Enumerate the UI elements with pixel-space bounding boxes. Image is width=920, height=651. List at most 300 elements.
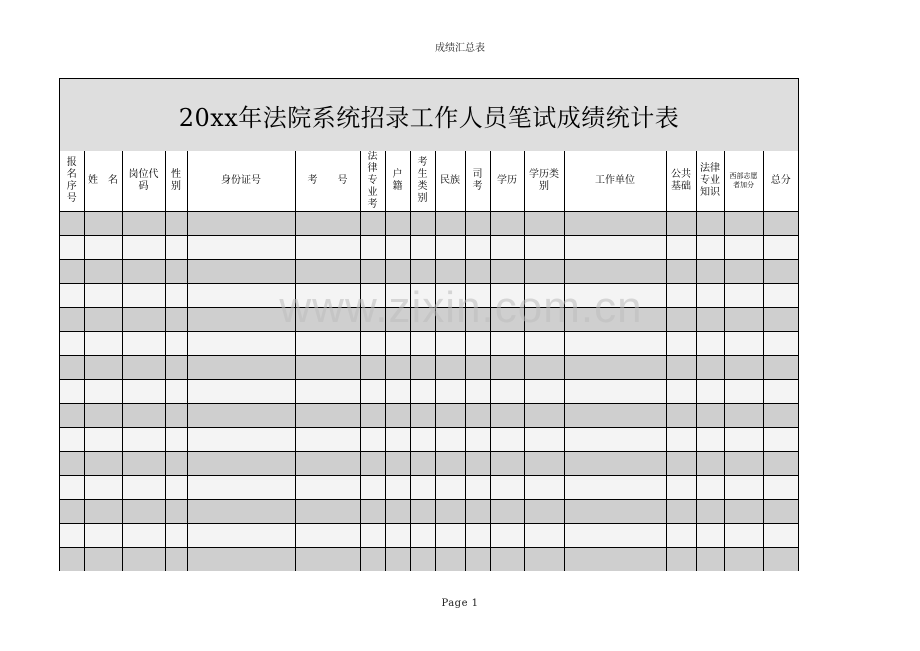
table-cell[interactable]	[165, 380, 187, 404]
table-cell[interactable]	[60, 476, 84, 500]
table-cell[interactable]	[295, 452, 360, 476]
table-cell[interactable]	[385, 356, 410, 380]
table-cell[interactable]	[524, 356, 564, 380]
table-cell[interactable]	[696, 500, 724, 524]
table-cell[interactable]	[490, 356, 524, 380]
table-cell[interactable]	[84, 524, 122, 548]
table-cell[interactable]	[360, 404, 385, 428]
table-cell[interactable]	[60, 500, 84, 524]
table-cell[interactable]	[724, 548, 763, 572]
table-cell[interactable]	[435, 236, 465, 260]
table-cell[interactable]	[524, 308, 564, 332]
col-header-label: 总分	[770, 175, 791, 186]
table-cell[interactable]	[564, 260, 666, 284]
col-header-law-major-exam	[360, 151, 385, 212]
table-cell[interactable]	[295, 308, 360, 332]
table-cell[interactable]	[360, 476, 385, 500]
table-cell[interactable]	[84, 212, 122, 236]
table-cell[interactable]	[410, 356, 435, 380]
table-cell[interactable]	[122, 236, 165, 260]
table-cell[interactable]	[122, 524, 165, 548]
table-cell[interactable]	[465, 524, 490, 548]
col-header-ethnicity	[435, 151, 465, 212]
table-cell[interactable]	[666, 428, 696, 452]
table-cell[interactable]	[696, 548, 724, 572]
table-cell[interactable]	[465, 380, 490, 404]
table-cell[interactable]	[435, 260, 465, 284]
table-cell[interactable]	[465, 452, 490, 476]
table-row	[60, 236, 798, 260]
table-cell[interactable]	[666, 452, 696, 476]
table-cell[interactable]	[666, 524, 696, 548]
col-header-law-knowledge	[696, 151, 724, 212]
col-header-label: 岗位代 码	[128, 169, 159, 192]
table-cell[interactable]	[410, 212, 435, 236]
table-cell[interactable]	[410, 260, 435, 284]
table-cell[interactable]	[724, 452, 763, 476]
table-cell[interactable]	[724, 308, 763, 332]
table-cell[interactable]	[84, 356, 122, 380]
table-cell[interactable]	[564, 524, 666, 548]
table-cell[interactable]	[724, 404, 763, 428]
table-cell[interactable]	[165, 548, 187, 572]
table-cell[interactable]	[410, 500, 435, 524]
table-cell[interactable]	[187, 452, 295, 476]
table-cell[interactable]	[295, 356, 360, 380]
table-cell[interactable]	[122, 476, 165, 500]
table-cell[interactable]	[524, 476, 564, 500]
table-cell[interactable]	[724, 524, 763, 548]
table-cell[interactable]	[385, 284, 410, 308]
table-cell[interactable]	[295, 548, 360, 572]
table-cell[interactable]	[385, 476, 410, 500]
table-cell[interactable]	[60, 212, 84, 236]
table-cell[interactable]	[724, 380, 763, 404]
table-cell[interactable]	[524, 260, 564, 284]
table-cell[interactable]	[187, 356, 295, 380]
table-cell[interactable]	[360, 308, 385, 332]
table-cell[interactable]	[165, 332, 187, 356]
table-cell[interactable]	[295, 428, 360, 452]
table-cell[interactable]	[490, 500, 524, 524]
table-cell[interactable]	[490, 476, 524, 500]
table-cell[interactable]	[490, 332, 524, 356]
table-cell[interactable]	[696, 284, 724, 308]
table-cell[interactable]	[490, 404, 524, 428]
table-cell[interactable]	[360, 260, 385, 284]
table-cell[interactable]	[490, 260, 524, 284]
table-cell[interactable]	[724, 476, 763, 500]
table-cell[interactable]	[385, 332, 410, 356]
col-header-total	[763, 151, 798, 212]
table-cell[interactable]	[165, 308, 187, 332]
table-cell[interactable]	[724, 212, 763, 236]
table-cell[interactable]	[84, 452, 122, 476]
table-cell[interactable]	[435, 356, 465, 380]
table-cell[interactable]	[360, 452, 385, 476]
table-body	[60, 212, 798, 572]
table-row	[60, 212, 798, 236]
table-cell[interactable]	[763, 308, 798, 332]
table-cell[interactable]	[763, 212, 798, 236]
table-cell[interactable]	[465, 356, 490, 380]
table-cell[interactable]	[187, 548, 295, 572]
col-header-education-type	[524, 151, 564, 212]
table-cell[interactable]	[187, 260, 295, 284]
table-cell[interactable]	[763, 332, 798, 356]
table-cell[interactable]	[385, 308, 410, 332]
col-header-name	[84, 151, 122, 212]
table-cell[interactable]	[465, 236, 490, 260]
table-cell[interactable]	[435, 476, 465, 500]
col-header-work-unit	[564, 151, 666, 212]
table-cell[interactable]	[165, 404, 187, 428]
table-cell[interactable]	[385, 452, 410, 476]
table-cell[interactable]	[524, 524, 564, 548]
table-cell[interactable]	[490, 380, 524, 404]
table-cell[interactable]	[724, 260, 763, 284]
col-header-label: 法律 专业 知识	[700, 163, 720, 198]
table-cell[interactable]	[295, 212, 360, 236]
sheet-title: 20xx年法院系统招录工作人员笔试成绩统计表	[178, 103, 680, 132]
table-cell[interactable]	[435, 212, 465, 236]
table-cell[interactable]	[410, 524, 435, 548]
table-cell[interactable]	[60, 404, 84, 428]
table-cell[interactable]	[165, 212, 187, 236]
table-cell[interactable]	[165, 356, 187, 380]
table-cell[interactable]	[666, 212, 696, 236]
table-cell[interactable]	[84, 428, 122, 452]
table-cell[interactable]	[696, 452, 724, 476]
table-cell[interactable]	[696, 260, 724, 284]
score-sheet	[59, 78, 799, 571]
table-cell[interactable]	[165, 428, 187, 452]
table-cell[interactable]	[385, 260, 410, 284]
table-cell[interactable]	[724, 236, 763, 260]
table-cell[interactable]	[435, 332, 465, 356]
col-header-label: 学历	[497, 175, 517, 186]
col-header-label: 身份证号	[221, 175, 261, 186]
table-cell[interactable]	[465, 500, 490, 524]
table-cell[interactable]	[564, 332, 666, 356]
table-cell[interactable]	[724, 500, 763, 524]
table-cell[interactable]	[564, 548, 666, 572]
table-cell[interactable]	[60, 332, 84, 356]
table-cell[interactable]	[295, 380, 360, 404]
table-cell[interactable]	[84, 332, 122, 356]
table-cell[interactable]	[490, 236, 524, 260]
col-header-candidate-type	[410, 151, 435, 212]
table-cell[interactable]	[360, 356, 385, 380]
table-cell[interactable]	[165, 284, 187, 308]
table-cell[interactable]	[60, 356, 84, 380]
table-cell[interactable]	[724, 428, 763, 452]
col-header-label: 学历类 别	[529, 169, 559, 192]
table-cell[interactable]	[295, 524, 360, 548]
table-cell[interactable]	[60, 236, 84, 260]
table-cell[interactable]	[122, 284, 165, 308]
table-cell[interactable]	[84, 284, 122, 308]
watermark: www.zixin.com.cn	[279, 283, 643, 332]
table-cell[interactable]	[295, 260, 360, 284]
table-cell[interactable]	[122, 380, 165, 404]
table-cell[interactable]	[696, 428, 724, 452]
table-cell[interactable]	[295, 236, 360, 260]
table-cell[interactable]	[60, 548, 84, 572]
table-cell[interactable]	[410, 308, 435, 332]
table-cell[interactable]	[410, 380, 435, 404]
table-cell[interactable]	[763, 236, 798, 260]
table-cell[interactable]	[360, 212, 385, 236]
table-cell[interactable]	[435, 404, 465, 428]
table-cell[interactable]	[122, 428, 165, 452]
table-cell[interactable]	[524, 548, 564, 572]
table-cell[interactable]	[524, 452, 564, 476]
table-cell[interactable]	[435, 308, 465, 332]
table-cell[interactable]	[564, 308, 666, 332]
table-cell[interactable]	[122, 212, 165, 236]
table-cell[interactable]	[763, 524, 798, 548]
table-cell[interactable]	[465, 476, 490, 500]
table-cell[interactable]	[410, 548, 435, 572]
table-cell[interactable]	[122, 356, 165, 380]
table-cell[interactable]	[385, 236, 410, 260]
table-cell[interactable]	[696, 236, 724, 260]
table-cell[interactable]	[122, 308, 165, 332]
table-cell[interactable]	[564, 500, 666, 524]
table-cell[interactable]	[360, 524, 385, 548]
table-cell[interactable]	[524, 332, 564, 356]
table-cell[interactable]	[666, 500, 696, 524]
table-cell[interactable]	[564, 236, 666, 260]
table-cell[interactable]	[524, 236, 564, 260]
table-cell[interactable]	[187, 308, 295, 332]
table-cell[interactable]	[60, 308, 84, 332]
table-cell[interactable]	[360, 500, 385, 524]
table-cell[interactable]	[187, 524, 295, 548]
table-cell[interactable]	[666, 476, 696, 500]
table-cell[interactable]	[122, 260, 165, 284]
table-cell[interactable]	[524, 284, 564, 308]
table-cell[interactable]	[84, 380, 122, 404]
table-cell[interactable]	[524, 212, 564, 236]
table-cell[interactable]	[295, 404, 360, 428]
table-cell[interactable]	[187, 332, 295, 356]
table-cell[interactable]	[122, 500, 165, 524]
table-cell[interactable]	[385, 212, 410, 236]
table-cell[interactable]	[60, 380, 84, 404]
table-cell[interactable]	[524, 380, 564, 404]
table-cell[interactable]	[763, 452, 798, 476]
table-cell[interactable]	[165, 476, 187, 500]
col-header-label: 性 别	[171, 169, 181, 192]
table-cell[interactable]	[666, 260, 696, 284]
table-cell[interactable]	[524, 500, 564, 524]
table-cell[interactable]	[696, 476, 724, 500]
table-cell[interactable]	[187, 380, 295, 404]
table-cell[interactable]	[410, 332, 435, 356]
table-cell[interactable]	[410, 476, 435, 500]
table-cell[interactable]	[465, 404, 490, 428]
table-cell[interactable]	[84, 500, 122, 524]
table-cell[interactable]	[696, 524, 724, 548]
table-cell[interactable]	[696, 380, 724, 404]
table-cell[interactable]	[60, 284, 84, 308]
table-cell[interactable]	[666, 404, 696, 428]
table-cell[interactable]	[666, 380, 696, 404]
table-cell[interactable]	[465, 308, 490, 332]
table-cell[interactable]	[84, 236, 122, 260]
table-cell[interactable]	[724, 284, 763, 308]
table-cell[interactable]	[696, 356, 724, 380]
table-cell[interactable]	[187, 284, 295, 308]
table-row	[60, 284, 798, 308]
table-cell[interactable]	[360, 428, 385, 452]
table-cell[interactable]	[385, 404, 410, 428]
table-cell[interactable]	[696, 404, 724, 428]
table-cell[interactable]	[696, 332, 724, 356]
table-cell[interactable]	[490, 212, 524, 236]
col-header-label: 民族	[440, 175, 460, 186]
table-cell[interactable]	[187, 212, 295, 236]
table-cell[interactable]	[187, 236, 295, 260]
table-cell[interactable]	[360, 380, 385, 404]
table-cell[interactable]	[763, 260, 798, 284]
table-cell[interactable]	[360, 332, 385, 356]
table-cell[interactable]	[666, 548, 696, 572]
table-cell[interactable]	[295, 332, 360, 356]
table-cell[interactable]	[187, 500, 295, 524]
table-cell[interactable]	[122, 548, 165, 572]
table-cell[interactable]	[524, 404, 564, 428]
table-row	[60, 476, 798, 500]
table-cell[interactable]	[410, 452, 435, 476]
table-cell[interactable]	[465, 428, 490, 452]
table-cell[interactable]	[84, 308, 122, 332]
table-cell[interactable]	[490, 548, 524, 572]
table-cell[interactable]	[435, 524, 465, 548]
table-cell[interactable]	[435, 548, 465, 572]
table-cell[interactable]	[295, 476, 360, 500]
table-cell[interactable]	[165, 500, 187, 524]
table-cell[interactable]	[666, 332, 696, 356]
table-cell[interactable]	[465, 212, 490, 236]
table-cell[interactable]	[763, 500, 798, 524]
table-cell[interactable]	[84, 260, 122, 284]
table-cell[interactable]	[490, 308, 524, 332]
table-cell[interactable]	[724, 356, 763, 380]
table-cell[interactable]	[60, 452, 84, 476]
table-cell[interactable]	[465, 260, 490, 284]
page-footer: Page 1	[441, 598, 479, 609]
table-cell[interactable]	[410, 236, 435, 260]
table-cell[interactable]	[60, 428, 84, 452]
table-cell[interactable]	[435, 284, 465, 308]
col-header-public-basics	[666, 151, 696, 212]
table-cell[interactable]	[666, 308, 696, 332]
header-row	[60, 151, 798, 212]
table-cell[interactable]	[187, 476, 295, 500]
table-cell[interactable]	[410, 428, 435, 452]
table-cell[interactable]	[360, 548, 385, 572]
table-cell[interactable]	[187, 428, 295, 452]
table-cell[interactable]	[84, 476, 122, 500]
table-cell[interactable]	[763, 548, 798, 572]
table-cell[interactable]	[385, 428, 410, 452]
table-cell[interactable]	[465, 284, 490, 308]
table-row	[60, 260, 798, 284]
table-cell[interactable]	[763, 356, 798, 380]
col-header-label: 工作单位	[595, 175, 635, 186]
table-cell[interactable]	[122, 332, 165, 356]
table-cell[interactable]	[360, 236, 385, 260]
table-cell[interactable]	[435, 428, 465, 452]
table-cell[interactable]	[385, 524, 410, 548]
table-cell[interactable]	[122, 404, 165, 428]
table-row	[60, 524, 798, 548]
table-cell[interactable]	[410, 284, 435, 308]
table-cell[interactable]	[564, 452, 666, 476]
table-cell[interactable]	[60, 260, 84, 284]
table-cell[interactable]	[122, 452, 165, 476]
table-cell[interactable]	[165, 236, 187, 260]
table-cell[interactable]	[564, 428, 666, 452]
table-cell[interactable]	[666, 284, 696, 308]
table-cell[interactable]	[385, 500, 410, 524]
table-cell[interactable]	[295, 500, 360, 524]
table-cell[interactable]	[385, 380, 410, 404]
table-cell[interactable]	[763, 380, 798, 404]
table-cell[interactable]	[165, 452, 187, 476]
table-cell[interactable]	[763, 428, 798, 452]
table-cell[interactable]	[564, 212, 666, 236]
table-cell[interactable]	[490, 284, 524, 308]
table-cell[interactable]	[564, 356, 666, 380]
table-cell[interactable]	[524, 428, 564, 452]
table-cell[interactable]	[465, 332, 490, 356]
table-cell[interactable]	[490, 524, 524, 548]
table-cell[interactable]	[60, 524, 84, 548]
table-cell[interactable]	[165, 260, 187, 284]
table-cell[interactable]	[564, 404, 666, 428]
table-cell[interactable]	[564, 476, 666, 500]
table-cell[interactable]	[84, 548, 122, 572]
table-cell[interactable]	[465, 548, 490, 572]
table-cell[interactable]	[490, 428, 524, 452]
table-cell[interactable]	[84, 404, 122, 428]
table-cell[interactable]	[666, 236, 696, 260]
table-cell[interactable]	[763, 476, 798, 500]
table-cell[interactable]	[165, 524, 187, 548]
table-cell[interactable]	[385, 548, 410, 572]
table-cell[interactable]	[666, 356, 696, 380]
table-cell[interactable]	[724, 332, 763, 356]
table-cell[interactable]	[295, 284, 360, 308]
table-cell[interactable]	[410, 404, 435, 428]
table-cell[interactable]	[435, 380, 465, 404]
table-cell[interactable]	[696, 308, 724, 332]
table-cell[interactable]	[763, 284, 798, 308]
table-cell[interactable]	[763, 404, 798, 428]
table-cell[interactable]	[360, 284, 385, 308]
table-cell[interactable]	[564, 284, 666, 308]
table-cell[interactable]	[696, 212, 724, 236]
table-cell[interactable]	[435, 500, 465, 524]
table-cell[interactable]	[564, 380, 666, 404]
table-cell[interactable]	[490, 452, 524, 476]
table-cell[interactable]	[435, 452, 465, 476]
table-cell[interactable]	[187, 404, 295, 428]
